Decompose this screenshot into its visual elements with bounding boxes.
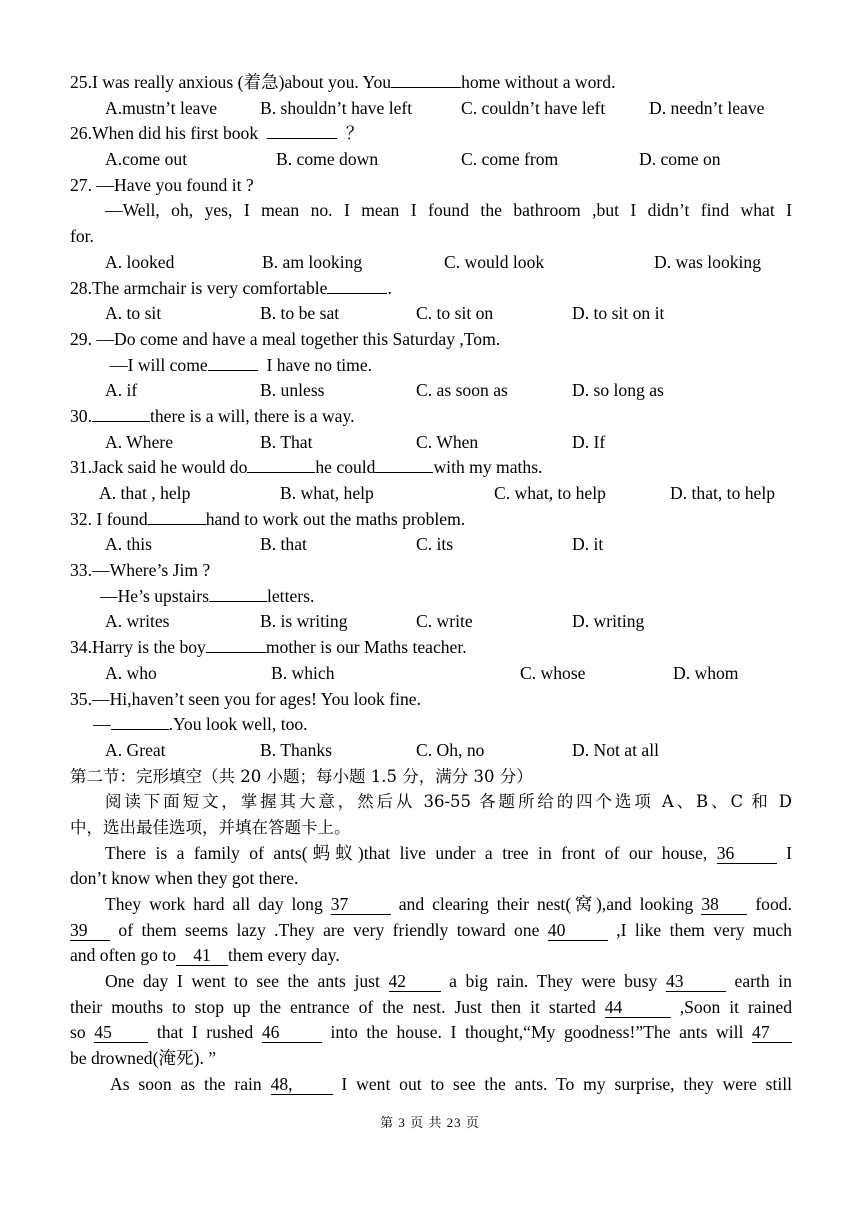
section-heading: 第二节：完形填空（共 20 小题；每小题 1.5 分，满分 30 分）	[70, 766, 533, 786]
passage-line: don’t know when they got there.	[70, 868, 299, 889]
option-c: C. its	[416, 534, 454, 555]
cloze-blank: 48,	[271, 1075, 333, 1095]
section-instructions-cont: 中，选出最佳选项，并填在答题卡上。	[70, 817, 351, 837]
answer-blank	[267, 138, 337, 139]
option-b: B. Thanks	[260, 739, 333, 760]
option-b: B. which	[271, 662, 335, 683]
option-d: D. needn’t leave	[649, 97, 765, 118]
passage-line: One day I went to see the ants just 42 a big rain. They were busy 43 earth in	[105, 971, 792, 992]
option-b: B. what, help	[280, 483, 374, 503]
option-a: A. writes	[105, 611, 170, 632]
answer-blank	[375, 472, 433, 473]
passage-line: There is a family of ants(蚂蚁)that live under a tree in front of our house, 36 I	[105, 842, 792, 863]
option-b: B. am looking	[262, 251, 363, 272]
cloze-blank: 41	[176, 946, 228, 966]
passage-line: and often go to 41 them every day.	[70, 945, 340, 966]
option-b: B. unless	[260, 380, 325, 401]
question-25-stem: 25.I was really anxious (着急)about you. You home without a word.	[70, 72, 616, 92]
option-a: A.mustn’t leave	[105, 97, 218, 118]
cloze-blank: 46	[262, 1023, 322, 1043]
answer-blank	[92, 421, 150, 422]
option-d: D. that, to help	[670, 483, 776, 503]
option-d: D. Not at all	[572, 739, 659, 760]
option-a: A. Where	[105, 431, 174, 452]
question-34-options	[70, 661, 792, 687]
cloze-blank: 42	[389, 972, 441, 992]
question-28-stem: 28.The armchair is very comfortable .	[70, 277, 392, 298]
question-27-options	[70, 250, 792, 276]
question-31-stem: 31.Jack said he would do he could with my maths.	[70, 457, 543, 478]
passage-line: 39 of them seems lazy .They are very friendly toward one 40 ,I like them very much	[70, 919, 792, 940]
option-c: C. couldn’t have left	[461, 97, 606, 118]
question-32-options	[70, 532, 792, 558]
option-a: A. this	[105, 534, 152, 555]
passage-line: As soon as the rain 48, I went out to see the ants. To my surprise, they were still	[110, 1073, 793, 1094]
question-30-options	[70, 430, 792, 456]
option-b: B. come down	[276, 149, 379, 170]
cloze-blank: 36	[717, 844, 777, 864]
cloze-blank: 47	[752, 1023, 792, 1043]
option-d: D. so long as	[572, 380, 664, 401]
option-d: D. whom	[673, 662, 739, 683]
option-a: A. who	[105, 662, 157, 683]
option-b: B. to be sat	[260, 303, 340, 324]
cloze-blank: 45	[94, 1023, 148, 1043]
question-29-stem: 29. —Do come and have a meal together this Saturday ,Tom.	[70, 328, 501, 349]
answer-blank	[148, 524, 206, 525]
question-27-dialogue: —Well, oh, yes, I mean no. I mean I found the bathroom ,but I didn’t find what I	[105, 200, 792, 221]
passage-line: They work hard all day long 37 and clearing their nest(窝),and looking 38 food.	[105, 894, 792, 914]
option-b: B. is writing	[260, 611, 348, 632]
cloze-blank: 44	[605, 998, 671, 1018]
page-footer: 第 3 页 共 23 页	[380, 1115, 480, 1130]
option-d: D. was looking	[654, 251, 762, 272]
question-29-dialogue: —I will come I have no time.	[110, 354, 373, 375]
cloze-blank: 40	[548, 921, 608, 941]
option-a: A. looked	[105, 251, 175, 272]
question-27-dialogue-end: for.	[70, 226, 94, 247]
question-27-stem: 27. —Have you found it ?	[70, 174, 254, 195]
question-25-options	[70, 96, 792, 122]
question-35-options	[70, 738, 792, 764]
option-c: C. When	[416, 431, 479, 452]
passage-line: so 45 that I rushed 46 into the house. I thought,“My goodness!”The ants will 47	[70, 1020, 792, 1046]
option-c: C. to sit on	[416, 303, 494, 324]
cloze-blank: 39	[70, 921, 110, 941]
answer-blank	[391, 87, 461, 88]
option-b: B. shouldn’t have left	[260, 97, 413, 118]
option-a: A. to sit	[105, 303, 162, 324]
option-c: C. Oh, no	[416, 739, 485, 760]
question-34-stem: 34.Harry is the boy mother is our Maths teacher.	[70, 637, 467, 658]
question-28-options	[70, 301, 792, 327]
answer-blank	[327, 293, 387, 294]
question-30-stem: 30. there is a will, there is a way.	[70, 405, 355, 426]
section-instructions: 阅读下面短文，掌握其大意，然后从 36-55 各题所给的四个选项 A、B、C 和 D	[105, 792, 792, 812]
option-d: D. to sit on it	[572, 303, 665, 324]
option-d: D. writing	[572, 611, 645, 632]
option-a: A. that , help	[99, 483, 191, 503]
question-29-options	[70, 378, 792, 404]
option-c: C. whose	[520, 662, 586, 683]
option-a: A. Great	[105, 739, 166, 760]
option-a: A.come out	[105, 149, 188, 170]
option-b: B. that	[260, 534, 307, 555]
passage-line: their mouths to stop up the entrance of the nest. Just then it started 44 ,Soon it rained	[70, 996, 792, 1017]
cloze-blank: 43	[666, 972, 726, 992]
question-35-dialogue: — .You look well, too.	[93, 714, 308, 735]
cloze-blank: 37	[331, 895, 391, 915]
option-d: D. come on	[639, 149, 721, 170]
cloze-blank: 38	[701, 895, 747, 915]
option-d: D. it	[572, 534, 604, 555]
answer-blank	[111, 729, 169, 730]
answer-blank	[208, 370, 258, 371]
question-32-stem: 32. I found hand to work out the maths problem.	[70, 508, 466, 529]
option-a: A. if	[105, 380, 138, 401]
question-31-options	[70, 481, 792, 507]
question-26-options	[70, 147, 792, 173]
option-b: B. That	[260, 431, 313, 452]
option-c: C. write	[416, 611, 473, 632]
question-33-options	[70, 609, 792, 635]
option-c: C. as soon as	[416, 380, 508, 401]
option-c: C. what, to help	[494, 483, 606, 503]
answer-blank	[209, 601, 267, 602]
passage-line: be drowned(淹死). ”	[70, 1048, 217, 1069]
answer-blank	[247, 472, 315, 473]
option-c: C. would look	[444, 251, 545, 272]
option-d: D. If	[572, 431, 606, 452]
question-33-stem: 33.—Where’s Jim ?	[70, 560, 211, 581]
question-35-stem: 35.—Hi,haven’t seen you for ages! You look fine.	[70, 688, 422, 709]
question-26-stem: 26.When did his first book ？	[70, 123, 364, 144]
option-c: C. come from	[461, 149, 559, 170]
question-33-dialogue: —He’s upstairs letters.	[100, 585, 315, 606]
exam-page	[70, 70, 792, 1098]
answer-blank	[206, 652, 266, 653]
